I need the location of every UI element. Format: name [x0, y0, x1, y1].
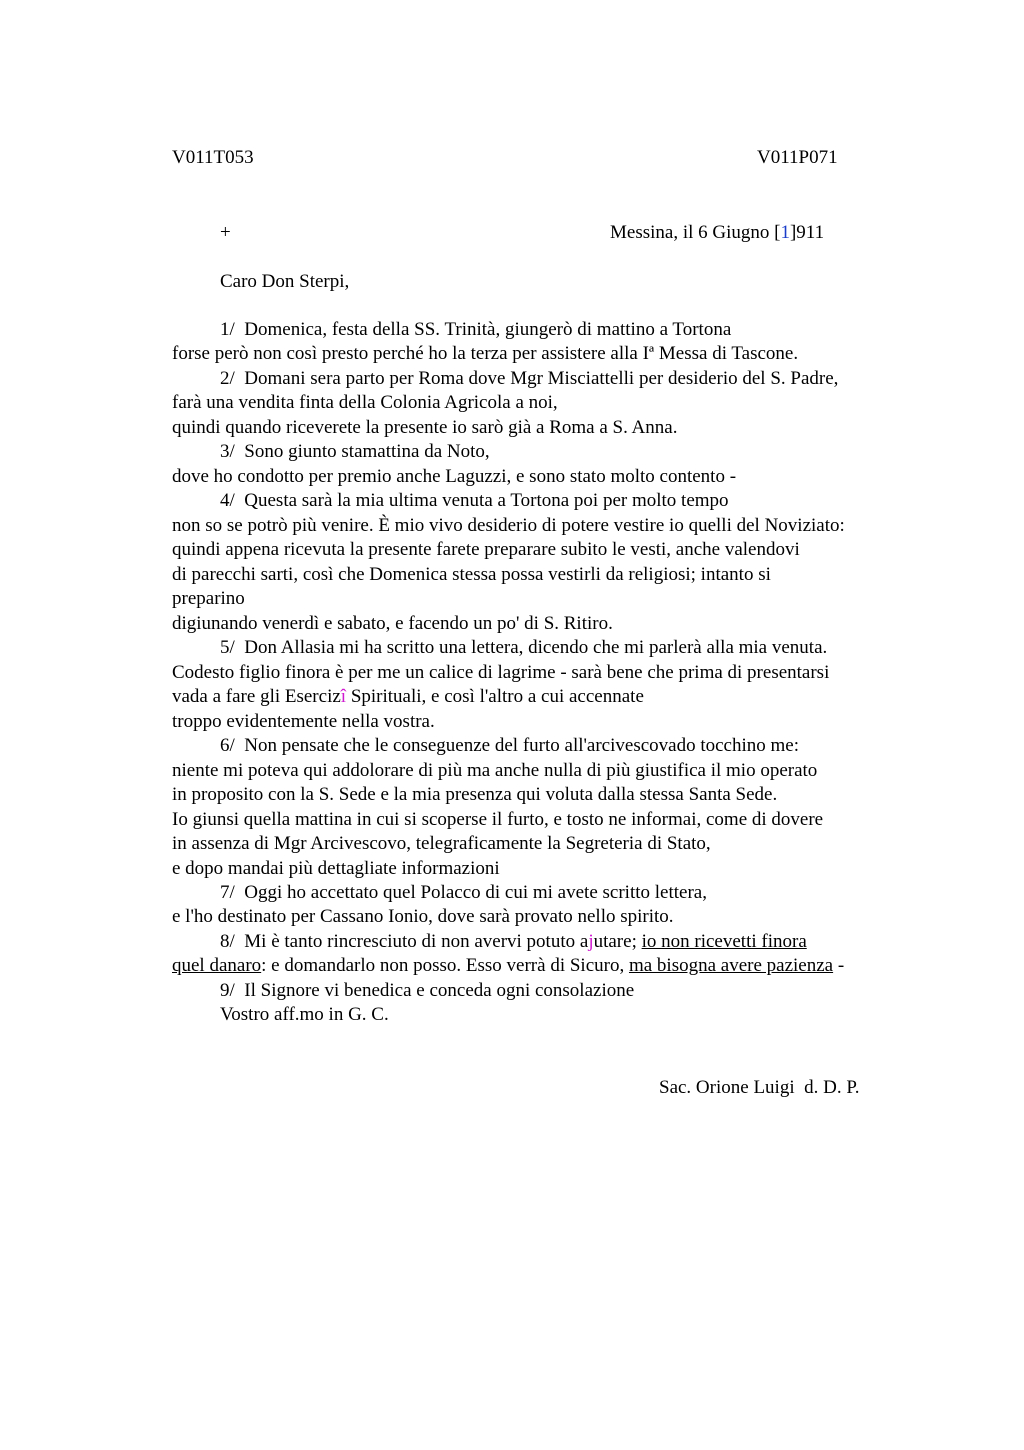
body-line: preparino [172, 588, 245, 609]
underlined-text: io non ricevetti finora [641, 931, 807, 952]
body-line: farà una vendita finta della Colonia Agricola a noi, [172, 392, 558, 413]
correction-mark: j [588, 931, 594, 952]
body-line: digiunando venerdì e sabato, e facendo un po' di S. Ritiro. [172, 613, 613, 634]
body-line: e l'ho destinato per Cassano Ionio, dove sarà provato nello spirito. [172, 906, 674, 927]
date-year-digit: 1 [780, 222, 790, 243]
letter-date: Messina, il 6 Giugno [1]911 [610, 222, 825, 243]
body-line: di parecchi sarti, così che Domenica stessa possa vestirli da religiosi; intanto si [172, 564, 771, 585]
signature: Sac. Orione Luigi d. D. P. [659, 1077, 860, 1098]
body-line: in proposito con la S. Sede e la mia presenza qui voluta dalla stessa Santa Sede. [172, 784, 778, 805]
body-line: 5/ Don Allasia mi ha scritto una lettera, dicendo che mi parlerà alla mia venuta. [220, 637, 828, 658]
body-line: 1/ Domenica, festa della SS. Trinità, giungerò di mattino a Tortona [220, 319, 732, 340]
cross-mark: + [220, 222, 231, 243]
body-line: forse però non così presto perché ho la terza per assistere alla Iª Messa di Tascone. [172, 343, 799, 364]
body-line: quindi quando riceverete la presente io sarò già a Roma a S. Anna. [172, 417, 678, 438]
body-line: non so se potrò più venire. È mio vivo desiderio di potere vestire io quelli del Noviziato: [172, 515, 845, 536]
body-line: vada a fare gli Esercizî Spirituali, e così l'altro a cui accennate [172, 686, 644, 707]
body-line: Io giunsi quella mattina in cui si scoperse il furto, e tosto ne informai, come di dovere [172, 809, 824, 830]
underlined-text: ma bisogna avere pazienza [628, 955, 834, 976]
body-line: dove ho condotto per premio anche Laguzzi, e sono stato molto contento - [172, 466, 737, 487]
body-line: quindi appena ricevuta la presente farete preparare subito le vesti, anche valendovi [172, 539, 800, 560]
body-line: Codesto figlio finora è per me un calice di lagrime - sarà bene che prima di presentarsi [172, 662, 830, 683]
body-line: 9/ Il Signore vi benedica e conceda ogni consolazione [220, 980, 635, 1001]
body-line: niente mi poteva qui addolorare di più ma anche nulla di più giustifica il mio operato [172, 760, 818, 781]
closing-line: Vostro aff.mo in G. C. [220, 1004, 389, 1025]
body-line: 3/ Sono giunto stamattina da Noto, [220, 441, 490, 462]
body-line: 4/ Questa sarà la mia ultima venuta a Tortona poi per molto tempo [220, 490, 729, 511]
correction-mark: î [340, 686, 347, 707]
document-code-left: V011T053 [172, 147, 254, 168]
body-line: 8/ Mi è tanto rincresciuto di non avervi potuto ajutare; io non ricevetti finora [220, 931, 807, 952]
body-line: quel danaro: e domandarlo non posso. Esso verrà di Sicuro, ma bisogna avere pazienza - [172, 955, 845, 976]
body-line: in assenza di Mgr Arcivescovo, telegraficamente la Segreteria di Stato, [172, 833, 711, 854]
underlined-text: quel danaro [172, 955, 262, 976]
document-code-right: V011P071 [757, 147, 838, 168]
body-line: e dopo mandai più dettagliate informazioni [172, 858, 500, 879]
body-line: 6/ Non pensate che le conseguenze del furto all'arcivescovado tocchino me: [220, 735, 799, 756]
body-line: 2/ Domani sera parto per Roma dove Mgr Misciattelli per desiderio del S. Padre, [220, 368, 839, 389]
body-line: 7/ Oggi ho accettato quel Polacco di cui mi avete scritto lettera, [220, 882, 707, 903]
body-line: troppo evidentemente nella vostra. [172, 711, 435, 732]
salutation: Caro Don Sterpi, [220, 271, 350, 292]
